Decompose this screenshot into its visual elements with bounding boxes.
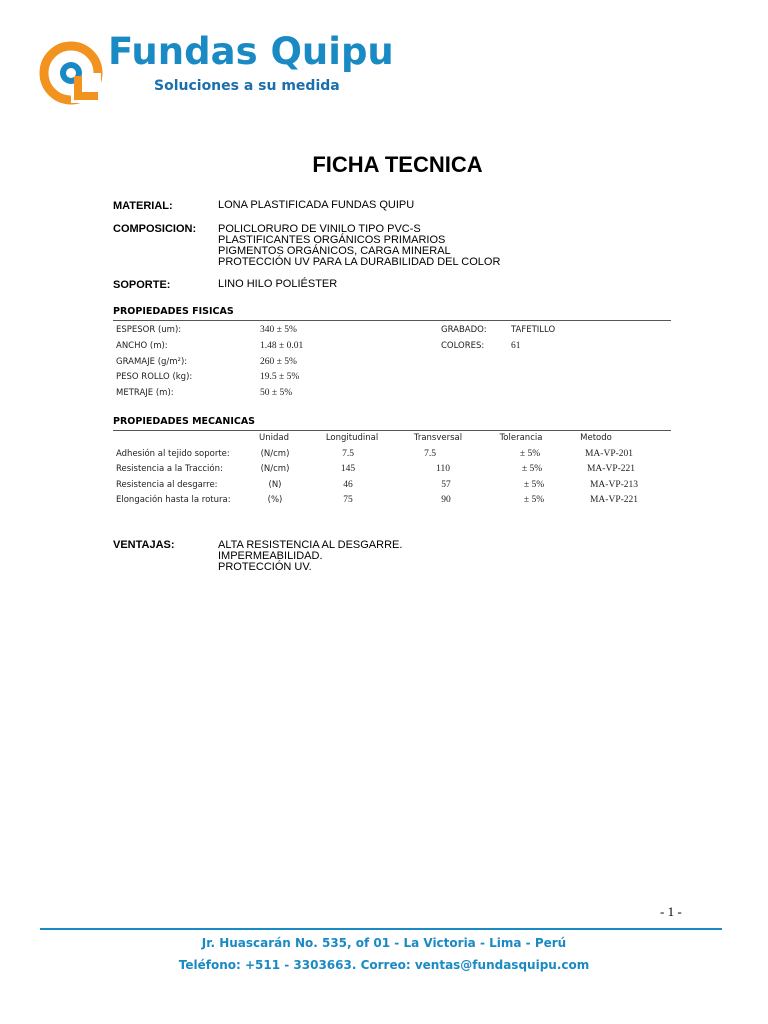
mecanicas-row-longitudinal: 46 — [343, 480, 353, 490]
mecanicas-row-transversal: 110 — [436, 464, 450, 474]
mecanicas-row-longitudinal: 145 — [340, 464, 356, 474]
composicion-line: PLASTIFICANTES ORGÁNICOS PRIMARIOS — [218, 234, 446, 246]
mecanicas-row-tolerance: ± 5% — [523, 480, 545, 490]
fundas-quipu-logo-icon — [38, 40, 104, 106]
soporte-label: SOPORTE: — [113, 279, 171, 291]
mecanicas-row-transversal: 90 — [441, 495, 451, 505]
mecanicas-row-longitudinal: 75 — [343, 495, 353, 505]
material-label: MATERIAL: — [113, 200, 173, 212]
ventajas-value — [218, 540, 402, 573]
mecanicas-heading: PROPIEDADES MECANICAS — [113, 416, 256, 427]
fisicas-row-name: GRAMAJE (g/m²): — [116, 357, 188, 367]
grabado-label: GRABADO: — [441, 325, 487, 335]
footer-address: Jr. Huascarán No. 535, of 01 - La Victoria - Lima - Perú — [201, 936, 567, 950]
mecanicas-row-unit: (N) — [268, 480, 282, 490]
mecanicas-row-tolerance: ± 5% — [523, 495, 545, 505]
fisicas-row-value: 340 ± 5% — [260, 325, 297, 335]
soporte-value: LINO HILO POLIÉSTER — [218, 278, 338, 290]
mecanicas-row-name: Resistencia al desgarre: — [116, 480, 218, 490]
fisicas-heading: PROPIEDADES FISICAS — [113, 306, 234, 317]
mecanicas-row-method: MA-VP-213 — [589, 480, 639, 490]
footer-contact: Teléfono: +511 - 3303663. Correo: ventas@fundasquipu.com — [178, 958, 590, 972]
brand-tagline: Soluciones a su medida — [154, 78, 340, 94]
composicion-value — [218, 224, 500, 268]
mecanicas-row-transversal: 7.5 — [424, 449, 436, 459]
ventajas-line: IMPERMEABILIDAD. — [218, 550, 323, 562]
column-header-transversal: Transversal — [413, 433, 463, 443]
composicion-line: PIGMENTOS ORGÁNICOS, CARGA MINERAL — [218, 245, 451, 257]
composicion-line: PROTECCIÓN UV PARA LA DURABILIDAD DEL COLOR — [218, 256, 501, 268]
mecanicas-row-name: Adhesión al tejido soporte: — [116, 449, 230, 459]
fisicas-row-name: ANCHO (m): — [116, 341, 168, 351]
mecanicas-row-method: MA-VP-201 — [584, 449, 634, 459]
fisicas-row-value: 260 ± 5% — [260, 357, 297, 367]
column-header-longitudinal: Longitudinal — [325, 433, 379, 443]
column-header-tolerancia: Tolerancia — [499, 433, 543, 443]
page-number: - 1 - — [660, 904, 682, 919]
mecanicas-divider — [113, 430, 671, 431]
fisicas-divider — [113, 320, 671, 321]
mecanicas-row-method: MA-VP-221 — [589, 495, 639, 505]
fisicas-row-name: METRAJE (m): — [116, 388, 174, 398]
mecanicas-row-longitudinal: 7.5 — [342, 449, 354, 459]
ventajas-line: PROTECCIÓN UV. — [218, 561, 312, 573]
mecanicas-row-method: MA-VP-221 — [586, 464, 636, 474]
mecanicas-row-transversal: 57 — [441, 480, 451, 490]
column-header-unidad: Unidad — [259, 433, 289, 443]
mecanicas-row-tolerance: ± 5% — [519, 449, 541, 459]
footer-divider — [40, 928, 722, 930]
brand-name: Fundas Quipu — [108, 30, 394, 73]
mecanicas-row-unit: (N/cm) — [260, 464, 290, 474]
composicion-line: POLICLORURO DE VINILO TIPO PVC-S — [218, 223, 421, 235]
mecanicas-row-unit: (N/cm) — [260, 449, 290, 459]
fisicas-row-name: ESPESOR (um): — [116, 325, 182, 335]
fisicas-row-value: 19.5 ± 5% — [260, 372, 300, 382]
mecanicas-row-tolerance: ± 5% — [521, 464, 543, 474]
ventajas-label: VENTAJAS: — [113, 539, 175, 551]
fisicas-row-value: 1.48 ± 0.01 — [260, 341, 304, 351]
fisicas-row-name: PESO ROLLO (kg): — [116, 372, 193, 382]
mecanicas-row-name: Elongación hasta la rotura: — [116, 495, 231, 505]
colores-value: 61 — [511, 341, 521, 351]
colores-label: COLORES: — [441, 341, 485, 351]
mecanicas-row-unit: (%) — [267, 495, 283, 505]
fisicas-row-value: 50 ± 5% — [260, 388, 293, 398]
column-header-metodo: Metodo — [580, 433, 612, 443]
composicion-label: COMPOSICION: — [113, 223, 197, 235]
mecanicas-row-name: Resistencia a la Tracción: — [116, 464, 223, 474]
ventajas-line: ALTA RESISTENCIA AL DESGARRE. — [218, 539, 403, 551]
document-title: FICHA TECNICA — [312, 152, 483, 177]
grabado-value: TAFETILLO — [511, 325, 556, 335]
material-value: LONA PLASTIFICADA FUNDAS QUIPU — [218, 199, 415, 211]
